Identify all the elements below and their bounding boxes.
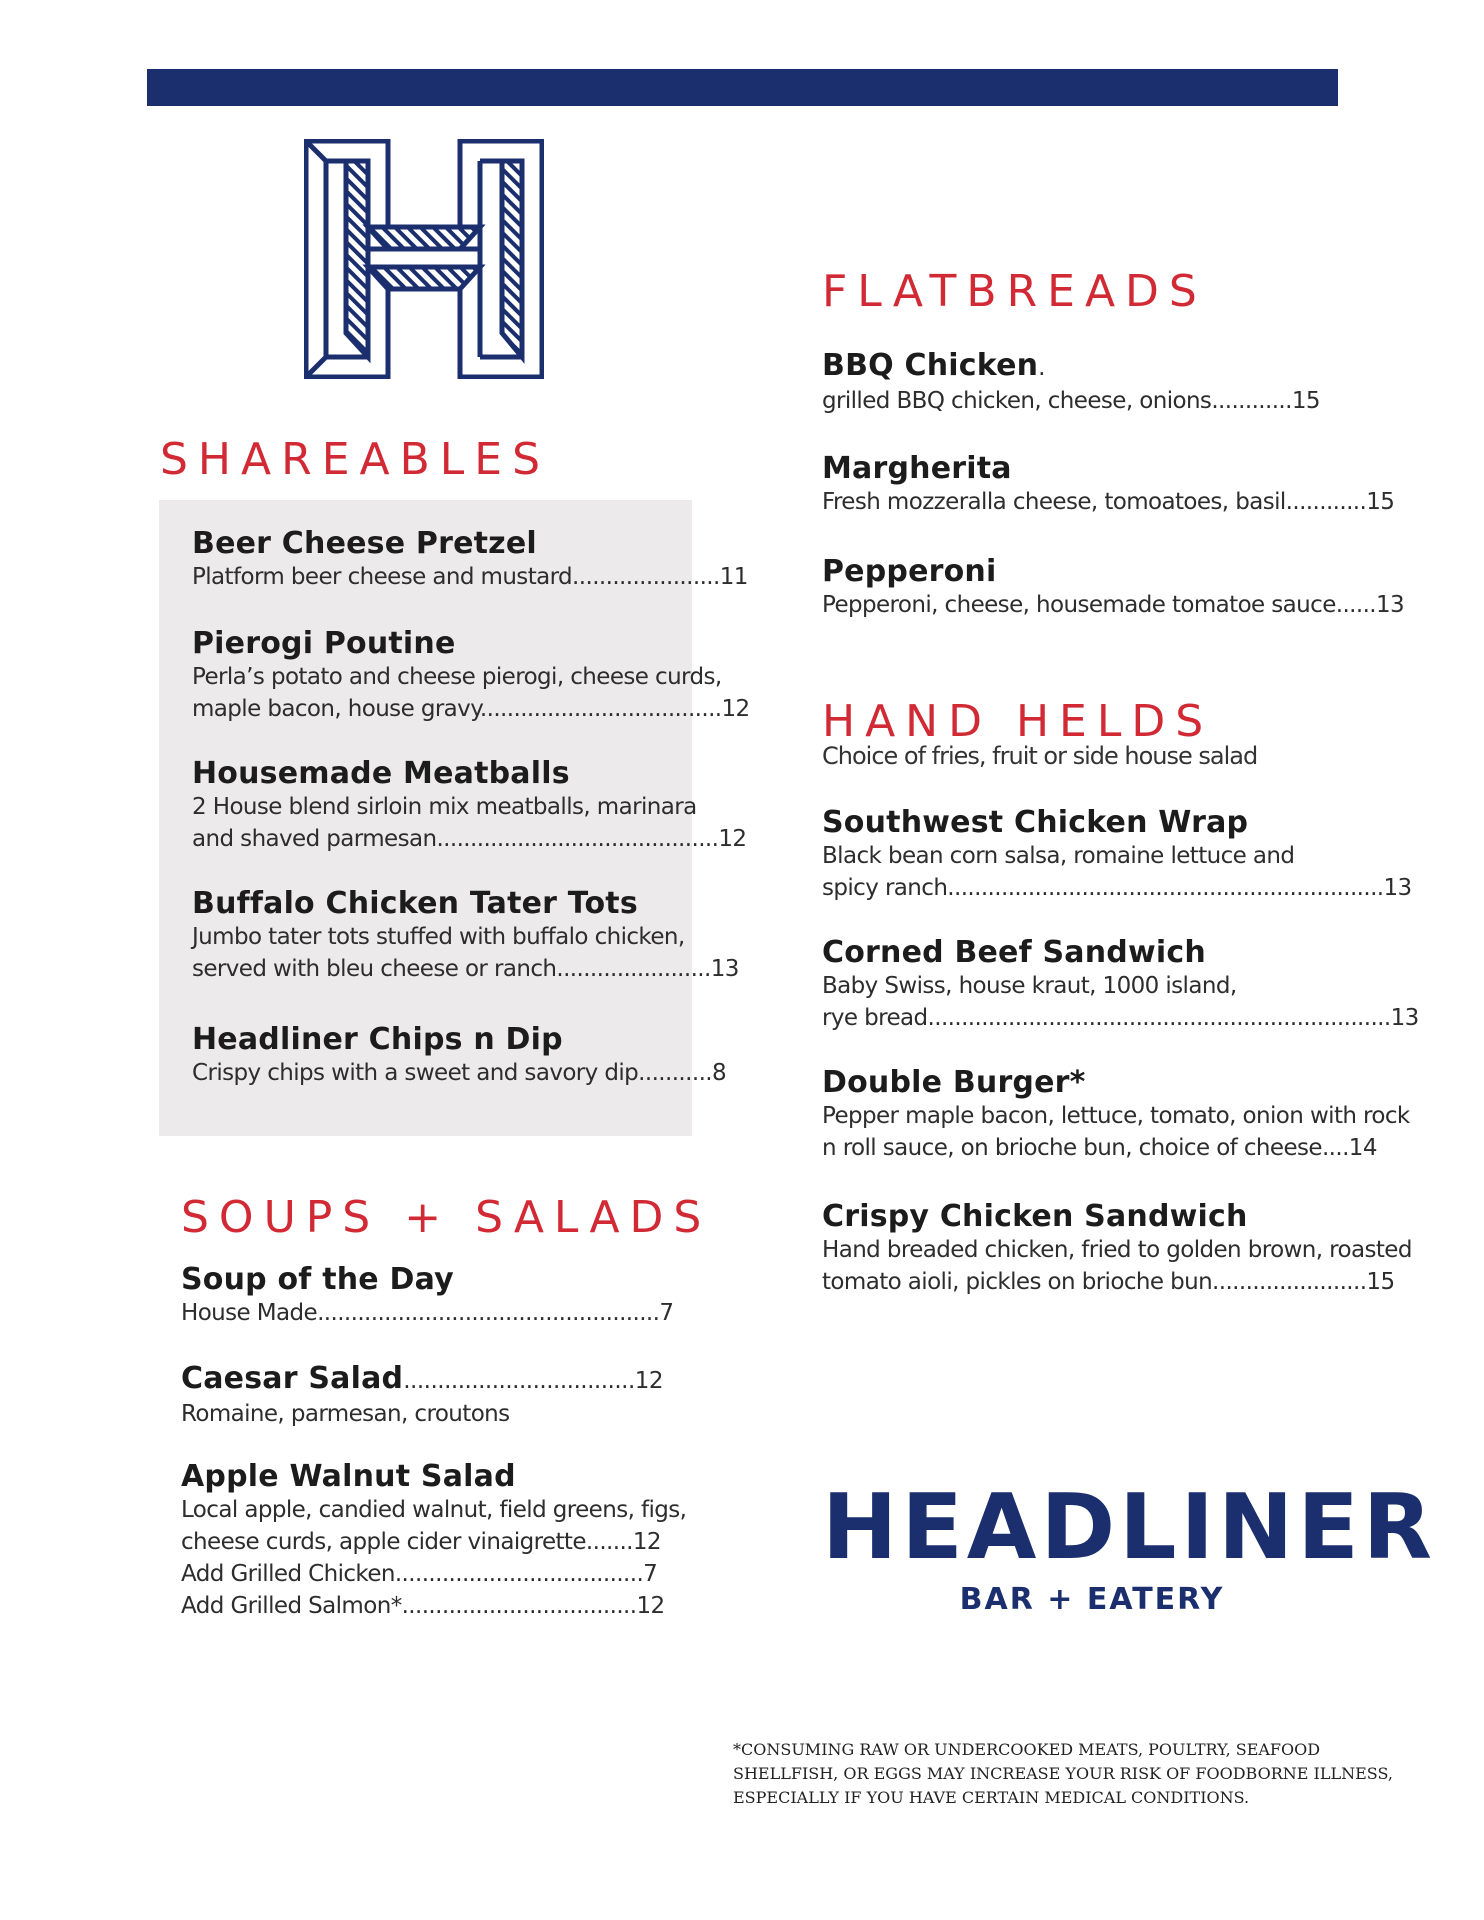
item-description: served with bleu cheese or ranch.......................13 bbox=[192, 956, 739, 982]
item-description: Crispy chips with a sweet and savory dip...........8 bbox=[192, 1060, 727, 1086]
item-description: Local apple, candied walnut, field greens, figs, bbox=[181, 1497, 687, 1523]
item-name: Apple Walnut Salad bbox=[181, 1459, 516, 1494]
item-description: and shaved parmesan..........................................12 bbox=[192, 826, 747, 852]
item-name: Southwest Chicken Wrap bbox=[822, 805, 1249, 840]
item-name: Headliner Chips n Dip bbox=[192, 1022, 563, 1057]
item-description: Baby Swiss, house kraut, 1000 island, bbox=[822, 973, 1237, 999]
brand-wordmark bbox=[822, 1475, 1437, 1620]
menu-item bbox=[181, 1460, 686, 1622]
hand-helds-note: Choice of fries, fruit or side house salad bbox=[822, 742, 1258, 770]
hand-helds-title: HAND HELDS bbox=[822, 696, 1214, 747]
item-description: Pepper maple bacon, lettuce, tomato, onion with rock bbox=[822, 1103, 1410, 1129]
item-price: 12 bbox=[634, 1368, 664, 1394]
item-name: Pepperoni bbox=[822, 554, 997, 589]
menu-item bbox=[822, 349, 1320, 417]
item-addon: Add Grilled Chicken.....................................7 bbox=[181, 1561, 658, 1587]
menu-item bbox=[822, 555, 1404, 621]
menu-item bbox=[822, 936, 1419, 1034]
item-description: Fresh mozzeralla cheese, tomoatoes, basil............15 bbox=[822, 489, 1395, 515]
menu-item bbox=[192, 757, 746, 855]
menu-item bbox=[181, 1263, 673, 1329]
brand-subtitle: BAR + EATERY bbox=[959, 1582, 1225, 1617]
item-description: maple bacon, house gravy....................................12 bbox=[192, 696, 750, 722]
item-description: House Made...................................................7 bbox=[181, 1300, 674, 1326]
item-name-row bbox=[181, 1362, 663, 1398]
menu-item bbox=[181, 1362, 663, 1430]
item-name: Pierogi Poutine bbox=[192, 626, 456, 661]
item-name: Crispy Chicken Sandwich bbox=[822, 1199, 1248, 1234]
item-addon: Add Grilled Salmon*...................................12 bbox=[181, 1593, 665, 1619]
item-name: Corned Beef Sandwich bbox=[822, 935, 1206, 970]
menu-item bbox=[192, 887, 739, 985]
disclaimer-line: ESPECIALLY IF YOU HAVE CERTAIN MEDICAL CONDITIONS. bbox=[733, 1788, 1250, 1807]
menu-item bbox=[822, 806, 1412, 904]
item-description: Romaine, parmesan, croutons bbox=[181, 1401, 510, 1427]
flatbreads-title: FLATBREADS bbox=[822, 266, 1207, 317]
menu-item bbox=[192, 1023, 726, 1089]
menu-item bbox=[192, 627, 750, 725]
menu-item bbox=[822, 1200, 1412, 1298]
shareables-title: SHAREABLES bbox=[160, 434, 551, 485]
item-description: Perla’s potato and cheese pierogi, cheese curds, bbox=[192, 664, 722, 690]
item-description: Jumbo tater tots stuffed with buffalo chicken, bbox=[192, 924, 685, 950]
item-description: tomato aioli, pickles on brioche bun.......................15 bbox=[822, 1269, 1395, 1295]
item-description: rye bread.....................................................................13 bbox=[822, 1005, 1419, 1031]
top-navy-bar bbox=[147, 69, 1338, 106]
item-description: cheese curds, apple cider vinaigrette.......12 bbox=[181, 1529, 661, 1555]
menu-item bbox=[822, 452, 1394, 518]
item-name: Soup of the Day bbox=[181, 1262, 454, 1297]
item-name: Double Burger* bbox=[822, 1065, 1086, 1100]
item-name: BBQ Chicken bbox=[822, 348, 1039, 383]
item-name: Beer Cheese Pretzel bbox=[192, 526, 537, 561]
food-safety-disclaimer bbox=[733, 1738, 1433, 1810]
item-name: Buffalo Chicken Tater Tots bbox=[192, 886, 638, 921]
menu-item bbox=[192, 527, 748, 593]
item-description: 2 House blend sirloin mix meatballs, marinara bbox=[192, 794, 697, 820]
h-monogram-logo-icon bbox=[304, 139, 544, 379]
soups-salads-title: SOUPS + SALADS bbox=[181, 1192, 712, 1243]
item-name: Caesar Salad bbox=[181, 1361, 404, 1396]
disclaimer-line: SHELLFISH, OR EGGS MAY INCREASE YOUR RISK OF FOODBORNE ILLNESS, bbox=[733, 1764, 1393, 1783]
item-description: Black bean corn salsa, romaine lettuce and bbox=[822, 843, 1295, 869]
item-description: spicy ranch.................................................................13 bbox=[822, 875, 1412, 901]
brand-name: HEADLINER bbox=[822, 1475, 1437, 1580]
item-description: Platform beer cheese and mustard......................11 bbox=[192, 564, 748, 590]
item-description: Pepperoni, cheese, housemade tomatoe sauce......13 bbox=[822, 592, 1405, 618]
item-dots: .................................. bbox=[403, 1368, 635, 1394]
item-description: grilled BBQ chicken, cheese, onions............15 bbox=[822, 388, 1320, 414]
disclaimer-line: *CONSUMING RAW OR UNDERCOOKED MEATS, POULTRY, SEAFOOD bbox=[733, 1740, 1321, 1759]
item-dots: . bbox=[1038, 355, 1045, 381]
item-name: Margherita bbox=[822, 451, 1012, 486]
item-name-row bbox=[822, 349, 1320, 385]
item-description: n roll sauce, on brioche bun, choice of cheese....14 bbox=[822, 1135, 1377, 1161]
item-description: Hand breaded chicken, fried to golden brown, roasted bbox=[822, 1237, 1412, 1263]
menu-item bbox=[822, 1066, 1410, 1164]
item-name: Housemade Meatballs bbox=[192, 756, 570, 791]
